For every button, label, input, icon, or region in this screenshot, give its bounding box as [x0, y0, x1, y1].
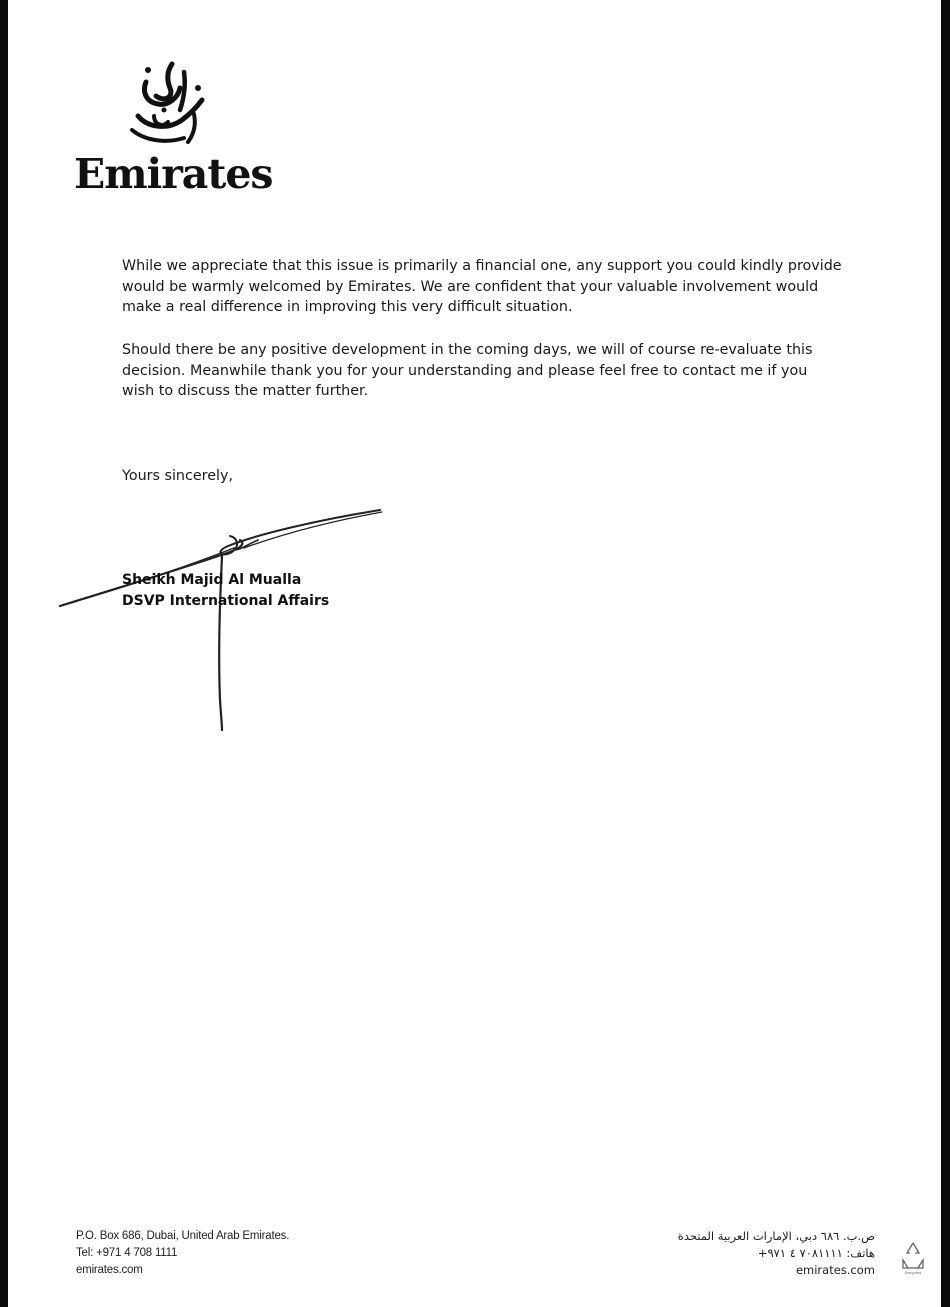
recycle-icon	[899, 1240, 927, 1276]
recycle-label: Recycled	[904, 1270, 922, 1275]
signatory-title: DSVP International Affairs	[122, 593, 330, 609]
handwritten-signature-icon	[8, 0, 408, 740]
footer-arabic-website: emirates.com	[795, 1263, 875, 1277]
footer-arabic-address: ص.ب. ٦٨٦ دبي، الإمارات العربية المتحدة	[677, 1229, 875, 1243]
emirates-wordmark: Emirates	[74, 150, 273, 198]
footer-contact-arabic	[678, 1228, 875, 1279]
footer-tel: Tel: +971 4 708 1111	[76, 1247, 178, 1259]
footer-arabic-tel: هاتف: ٧٠٨١١١١ ٤ ٩٧١+	[757, 1246, 875, 1260]
footer-contact-english	[76, 1228, 289, 1279]
footer-address: P.O. Box 686, Dubai, United Arab Emirates.	[76, 1230, 290, 1242]
closing-salutation: Yours sincerely,	[122, 468, 233, 484]
body-paragraph-2: Should there be any positive development in the coming days, we will of course re-evaluate this decision. Meanwhile thank you for your understanding and please feel free to contact me if you wish to discuss the matter further.	[122, 342, 813, 399]
footer-website: emirates.com	[76, 1264, 143, 1276]
signature-block	[122, 570, 329, 612]
body-paragraph-1: While we appreciate that this issue is primarily a financial one, any support you could kindly provide would be warmly welcomed by Emirates. We are confident that your valuable involvement would make a real difference in improving this very difficult situation.	[122, 258, 842, 315]
letter-page	[8, 0, 941, 1307]
signatory-name: Sheikh Majid Al Mualla	[122, 572, 302, 588]
